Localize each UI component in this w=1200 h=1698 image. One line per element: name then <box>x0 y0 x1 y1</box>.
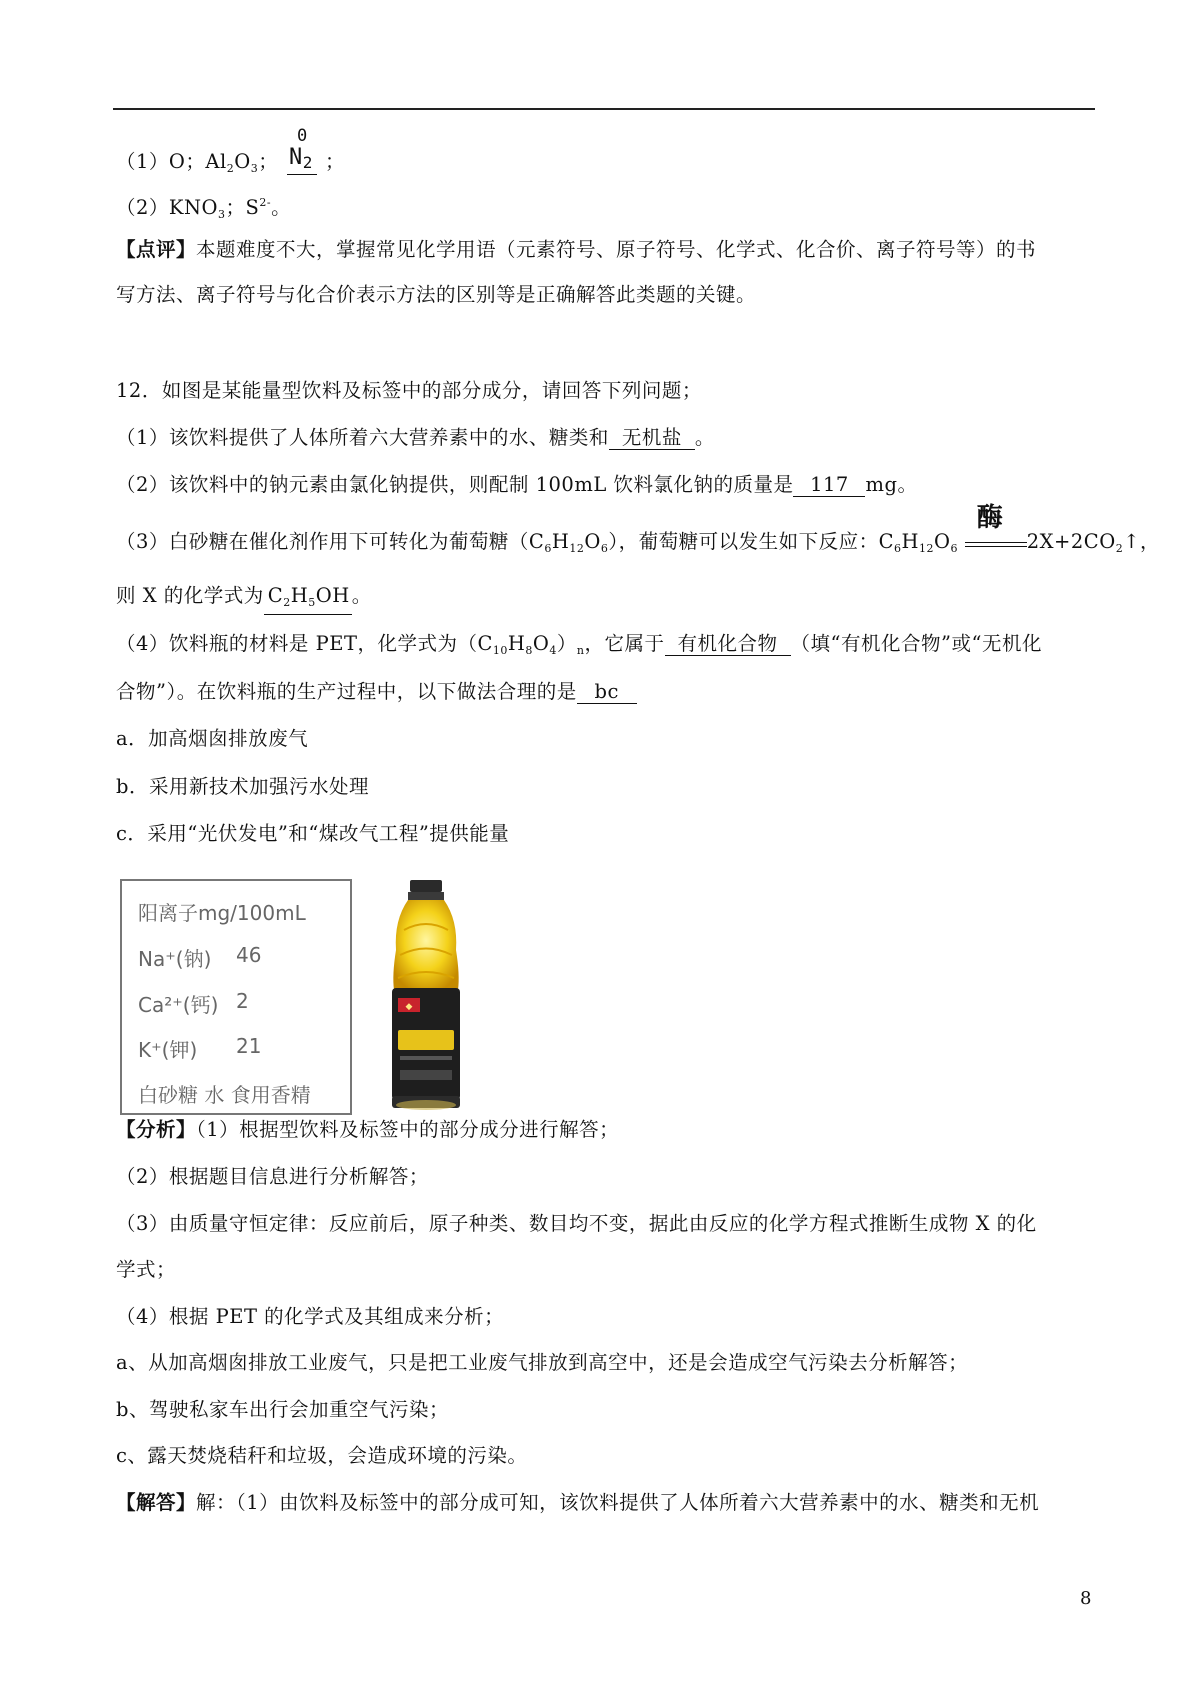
answer-line-2: $(2)KNO_3$；$S^{2-}$。 <box>116 196 292 221</box>
n2-valence: 0 N2 <box>285 150 325 174</box>
comment-line-1: 【点评】本题难度不大，掌握常见化学用语（元素符号、原子符号、化学式、化合价、离子符号等）的书 <box>116 238 1037 261</box>
analysis-line-5: a、从加高烟囱排放工业废气，只是把工业废气排放到高空中，还是会造成空气污染去分析解答； <box>116 1351 969 1374</box>
header-rule <box>113 108 1095 110</box>
analysis-line-1: 【分析】（1）根据型饮料及标签中的部分成分进行解答； <box>116 1118 620 1141</box>
nutrition-label <box>120 879 352 1115</box>
question-4-line-2: 合物”）。在饮料瓶的生产过程中，以下做法合理的是 bc <box>116 680 637 704</box>
analysis-line-6: b、驾驶私家车出行会加重空气污染； <box>116 1398 449 1421</box>
answer-line-1: （1）O；$Al_2O_3$； 0 N2 ； <box>116 126 345 175</box>
comment-label: 【点评】 <box>116 238 197 261</box>
label-row-sodium: Na⁺(钠) 46 <box>138 943 262 971</box>
option-c: c．采用“光伏发电”和“煤改气工程”提供能量 <box>116 822 510 845</box>
solution-line-1: 【解答】解：（1）由饮料及标签中的部分成可知，该饮料提供了人体所着六大营养素中的水、糖类和无机 <box>116 1491 1040 1514</box>
question-stem: 12．如图是某能量型饮料及标签中的部分成分，请回答下列问题； <box>116 379 702 402</box>
option-a: a．加高烟囱排放废气 <box>116 727 309 750</box>
label-row-potassium: K⁺(钾) 21 <box>138 1034 262 1062</box>
analysis-line-3a: （3）由质量守恒定律：反应前后，原子种类、数目均不变，据此由反应的化学方程式推断生成物 X 的化 <box>116 1212 1037 1235</box>
page-number: 8 <box>1080 1588 1092 1609</box>
option-b: b．采用新技术加强污水处理 <box>116 775 369 798</box>
analysis-line-2: （2）根据题目信息进行分析解答； <box>116 1165 429 1188</box>
q4-answer-2: bc <box>577 681 637 704</box>
analysis-label: 【分析】 <box>116 1118 197 1141</box>
label-ingredients: 白砂糖 水 食用香精 <box>138 1083 311 1107</box>
q1-answer: 无机盐 <box>609 427 695 450</box>
analysis-line-4: （4）根据 PET 的化学式及其组成来分析； <box>116 1305 505 1328</box>
question-4: （4）饮料瓶的材料是 PET，化学式为$(C_{10}H_8O_4)_n$，它属于 有机化合物 （填“有机化合物”或“无机化 <box>116 632 1042 657</box>
question-3: （3）白砂糖在催化剂作用下可转化为葡萄糖$(C_6H_{12}O_6)$，葡萄糖可以发生如下反应：$C_6H_{12}O_6$ 酶 $2X+2CO_2↑$， <box>116 503 1161 555</box>
enzyme-arrow: 酶 <box>965 530 1027 554</box>
analysis-line-3b: 学式； <box>116 1258 177 1281</box>
analysis-line-7: c、露天焚烧秸秆和垃圾，会造成环境的污染。 <box>116 1444 528 1467</box>
q3-answer: $C_2H_5OH$ <box>264 585 352 615</box>
q4-answer: 有机化合物 <box>665 633 791 656</box>
drink-bottle-image <box>386 880 466 1112</box>
question-2: （2）该饮料中的钠元素由氯化钠提供，则配制 100mL 饮料氯化钠的质量是 117 mg。 <box>116 473 918 496</box>
question-3-line-2: 则 X 的化学式为 $C_2H_5OH$ 。 <box>116 584 372 615</box>
label-row-calcium: Ca²⁺(钙) 2 <box>138 989 249 1017</box>
question-1: （1）该饮料提供了人体所着六大营养素中的水、糖类和 无机盐 。 <box>116 426 715 449</box>
q2-answer: 117 <box>793 474 865 497</box>
svg-text:◆: ◆ <box>405 1002 413 1012</box>
label-title: 阳离子mg/100mL <box>138 901 306 925</box>
comment-line-2: 写方法、离子符号与化合价表示方法的区别等是正确解答此类题的关键。 <box>116 283 757 306</box>
solution-label: 【解答】 <box>116 1491 197 1514</box>
